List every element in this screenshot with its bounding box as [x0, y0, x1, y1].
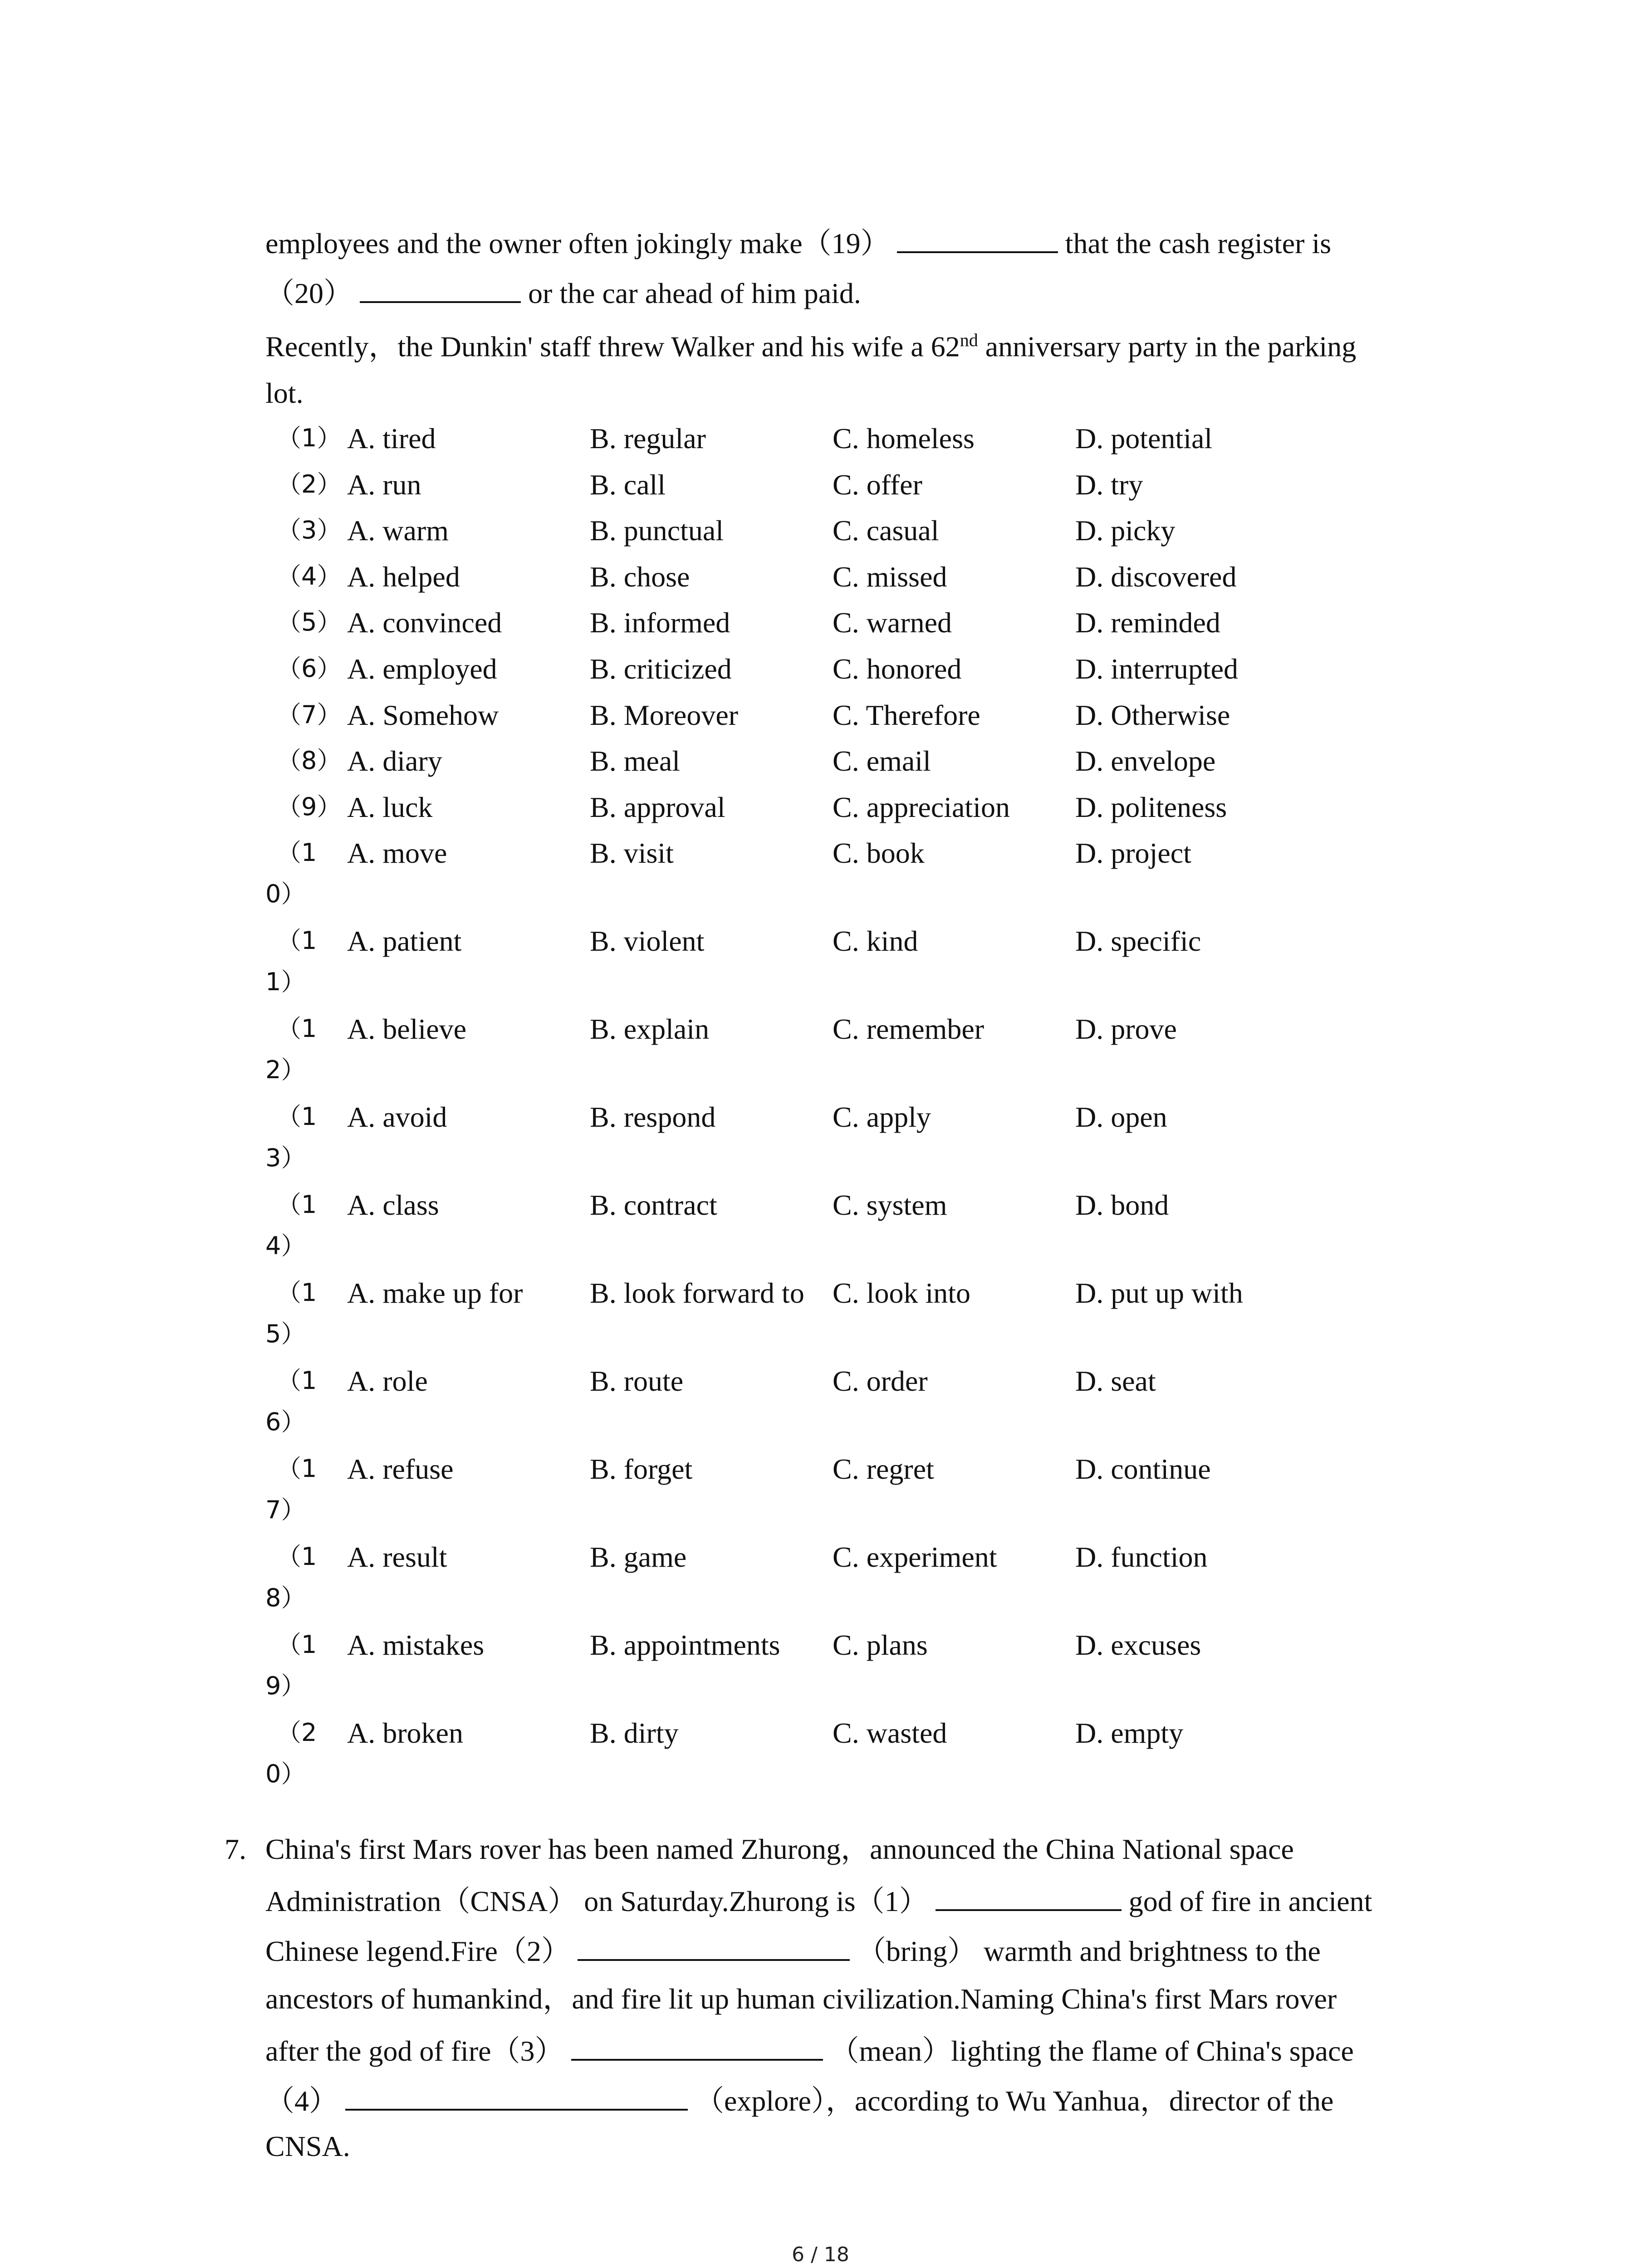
- question-number: （3）: [277, 516, 342, 545]
- question-number-top: （1: [277, 1190, 317, 1219]
- answer-blank-2[interactable]: [578, 1935, 850, 1961]
- question-number: （2）: [277, 469, 342, 499]
- option-d[interactable]: D. specific: [1075, 925, 1201, 958]
- option-a[interactable]: A. convinced: [347, 606, 502, 639]
- option-a[interactable]: A. luck: [347, 791, 433, 823]
- question-number-top: （2: [277, 1718, 317, 1747]
- option-b[interactable]: B. call: [590, 468, 666, 501]
- question-number-bottom: 0）: [265, 1760, 306, 1789]
- option-c[interactable]: C. email: [833, 745, 931, 777]
- option-a[interactable]: A. role: [347, 1365, 428, 1398]
- option-d[interactable]: D. put up with: [1075, 1277, 1243, 1310]
- option-c[interactable]: C. warned: [833, 606, 952, 639]
- option-a[interactable]: A. believe: [347, 1013, 466, 1046]
- option-d[interactable]: D. reminded: [1075, 606, 1220, 639]
- option-d[interactable]: D. open: [1075, 1101, 1167, 1134]
- question-number-bottom: 9）: [265, 1672, 306, 1701]
- question-number: （9）: [277, 792, 342, 821]
- option-b[interactable]: B. informed: [590, 606, 730, 639]
- question-line-4: ancestors of humankind，and fire lit up human civilization.Naming China's first Mars rover: [265, 1983, 1337, 2015]
- passage-text: anniversary party in the parking: [978, 330, 1357, 363]
- question-text: （explore），according to Wu Yanhua，director of the: [695, 2085, 1334, 2117]
- option-c[interactable]: C. order: [833, 1365, 928, 1398]
- question-text: （4）: [265, 2085, 338, 2117]
- option-b[interactable]: B. meal: [590, 745, 681, 777]
- question-number: （8）: [277, 746, 342, 775]
- question-line-6: [265, 2084, 1333, 2116]
- passage-text: lot.: [265, 377, 304, 409]
- question-text: god of fire in ancient: [1128, 1885, 1372, 1917]
- option-b[interactable]: B. forget: [590, 1453, 693, 1486]
- answer-blank-4[interactable]: [345, 2084, 688, 2111]
- question-number-bottom: 2）: [265, 1056, 306, 1085]
- option-a[interactable]: A. run: [347, 468, 421, 501]
- question-line-1: China's first Mars rover has been named Zhurong，announced the China National space: [265, 1833, 1294, 1865]
- option-b[interactable]: B. route: [590, 1365, 684, 1398]
- option-a[interactable]: A. helped: [347, 560, 460, 593]
- option-c[interactable]: C. homeless: [833, 422, 975, 455]
- option-a[interactable]: A. diary: [347, 745, 442, 777]
- question-number: （7）: [277, 700, 342, 729]
- question-number-top: （1: [277, 838, 317, 867]
- option-a[interactable]: A. Somehow: [347, 699, 499, 731]
- question-text: Chinese legend.Fire（2）: [265, 1935, 570, 1967]
- option-c[interactable]: C. book: [833, 837, 925, 870]
- option-a[interactable]: A. refuse: [347, 1453, 454, 1486]
- option-b[interactable]: B. look forward to: [590, 1277, 804, 1310]
- question-number-bottom: 8）: [265, 1584, 306, 1613]
- question-number-bottom: 0）: [265, 880, 306, 909]
- question-number-top: （1: [277, 1278, 317, 1307]
- option-d[interactable]: D. envelope: [1075, 745, 1216, 777]
- option-c[interactable]: C. apply: [833, 1101, 931, 1134]
- passage-text: or the car ahead of him paid.: [528, 277, 861, 309]
- option-a[interactable]: A. make up for: [347, 1277, 523, 1310]
- question-text: （mean）lighting the flame of China's space: [830, 2035, 1354, 2067]
- option-c[interactable]: C. look into: [833, 1277, 971, 1310]
- option-d[interactable]: D. prove: [1075, 1013, 1177, 1046]
- option-d[interactable]: D. empty: [1075, 1717, 1184, 1750]
- option-c[interactable]: C. wasted: [833, 1717, 947, 1750]
- option-a[interactable]: A. move: [347, 837, 447, 870]
- question-number-top: （1: [277, 1014, 317, 1043]
- answer-blank-19[interactable]: [897, 227, 1058, 253]
- option-b[interactable]: B. approval: [590, 791, 725, 823]
- option-a[interactable]: A. mistakes: [347, 1629, 485, 1662]
- option-b[interactable]: B. regular: [590, 422, 706, 455]
- passage-text: Recently，the Dunkin' staff threw Walker and his wife a 62: [265, 330, 960, 363]
- ordinal-suffix: nd: [960, 330, 978, 350]
- option-d[interactable]: D. picky: [1075, 514, 1176, 547]
- option-c[interactable]: C. experiment: [833, 1541, 997, 1574]
- question-number-top: （1: [277, 1542, 317, 1571]
- option-d[interactable]: D. discovered: [1075, 560, 1237, 593]
- option-b[interactable]: B. dirty: [590, 1717, 679, 1750]
- option-b[interactable]: B. respond: [590, 1101, 716, 1134]
- option-c[interactable]: C. remember: [833, 1013, 985, 1046]
- question-number-bottom: 7）: [265, 1496, 306, 1525]
- option-a[interactable]: A. result: [347, 1541, 447, 1574]
- answer-blank-3[interactable]: [571, 2034, 823, 2061]
- question-number: 7.: [225, 1833, 246, 1865]
- passage-line-4: [265, 379, 304, 408]
- passage-line-1: [265, 227, 1331, 258]
- option-a[interactable]: A. broken: [347, 1717, 463, 1750]
- option-a[interactable]: A. avoid: [347, 1101, 447, 1134]
- passage-line-2: [265, 277, 861, 308]
- question-number-top: （1: [277, 1102, 317, 1131]
- answer-blank-20[interactable]: [360, 277, 521, 303]
- option-a[interactable]: A. warm: [347, 514, 449, 547]
- option-c[interactable]: C. honored: [833, 653, 962, 685]
- option-c[interactable]: C. system: [833, 1189, 947, 1222]
- option-d[interactable]: D. continue: [1075, 1453, 1211, 1486]
- option-d[interactable]: D. politeness: [1075, 791, 1227, 823]
- option-d[interactable]: D. excuses: [1075, 1629, 1201, 1662]
- answer-blank-1[interactable]: [936, 1885, 1122, 1911]
- option-b[interactable]: B. punctual: [590, 514, 724, 547]
- option-b[interactable]: B. game: [590, 1541, 687, 1574]
- question-line-2: [265, 1885, 1372, 1916]
- option-c[interactable]: C. regret: [833, 1453, 934, 1486]
- option-b[interactable]: B. Moreover: [590, 699, 739, 731]
- question-text: （bring） warmth and brightness to the: [857, 1935, 1321, 1967]
- option-d[interactable]: D. try: [1075, 468, 1143, 501]
- option-b[interactable]: B. chose: [590, 560, 690, 593]
- option-a[interactable]: A. employed: [347, 653, 497, 685]
- option-c[interactable]: C. plans: [833, 1629, 928, 1662]
- question-text: after the god of fire（3）: [265, 2035, 564, 2067]
- question-number: （4）: [277, 562, 342, 591]
- page-number: 6 / 18: [792, 2243, 849, 2266]
- option-b[interactable]: B. contract: [590, 1189, 717, 1222]
- option-c[interactable]: C. appreciation: [833, 791, 1010, 823]
- question-number-bottom: 3）: [265, 1144, 306, 1173]
- option-a[interactable]: A. tired: [347, 422, 436, 455]
- option-b[interactable]: B. visit: [590, 837, 674, 870]
- option-c[interactable]: C. casual: [833, 514, 939, 547]
- option-c[interactable]: C. offer: [833, 468, 922, 501]
- option-a[interactable]: A. class: [347, 1189, 439, 1222]
- option-d[interactable]: D. seat: [1075, 1365, 1156, 1398]
- option-b[interactable]: B. explain: [590, 1013, 710, 1046]
- option-c[interactable]: C. kind: [833, 925, 918, 958]
- question-line-5: [265, 2034, 1354, 2066]
- question-text: Administration（CNSA） on Saturday.Zhurong is（1）: [265, 1885, 928, 1917]
- option-c[interactable]: C. missed: [833, 560, 947, 593]
- question-number: （1）: [277, 424, 342, 452]
- option-b[interactable]: B. criticized: [590, 653, 732, 685]
- option-d[interactable]: D. Otherwise: [1075, 699, 1230, 731]
- question-number-top: （1: [277, 1454, 317, 1483]
- passage-line-3: [265, 331, 1356, 361]
- question-number-top: （1: [277, 1366, 317, 1395]
- passage-text: that the cash register is: [1065, 227, 1332, 259]
- passage-text: （20）: [265, 277, 353, 309]
- option-b[interactable]: B. appointments: [590, 1629, 780, 1662]
- option-a[interactable]: A. patient: [347, 925, 462, 958]
- question-number-bottom: 4）: [265, 1232, 306, 1261]
- option-d[interactable]: D. interrupted: [1075, 653, 1238, 685]
- passage-text: employees and the owner often jokingly make（19）: [265, 227, 890, 259]
- question-number-bottom: 1）: [265, 968, 306, 997]
- question-line-7: CNSA.: [265, 2130, 350, 2162]
- question-line-3: [265, 1935, 1321, 1966]
- option-c[interactable]: C. Therefore: [833, 699, 980, 731]
- option-d[interactable]: D. potential: [1075, 422, 1213, 455]
- question-number: （5）: [277, 608, 342, 637]
- option-b[interactable]: B. violent: [590, 925, 705, 958]
- question-number-bottom: 6）: [265, 1408, 306, 1437]
- option-d[interactable]: D. bond: [1075, 1189, 1169, 1222]
- question-number-top: （1: [277, 1630, 317, 1659]
- question-number: （6）: [277, 654, 342, 683]
- option-d[interactable]: D. project: [1075, 837, 1191, 870]
- question-number-bottom: 5）: [265, 1320, 306, 1349]
- question-number-top: （1: [277, 926, 317, 955]
- option-d[interactable]: D. function: [1075, 1541, 1208, 1574]
